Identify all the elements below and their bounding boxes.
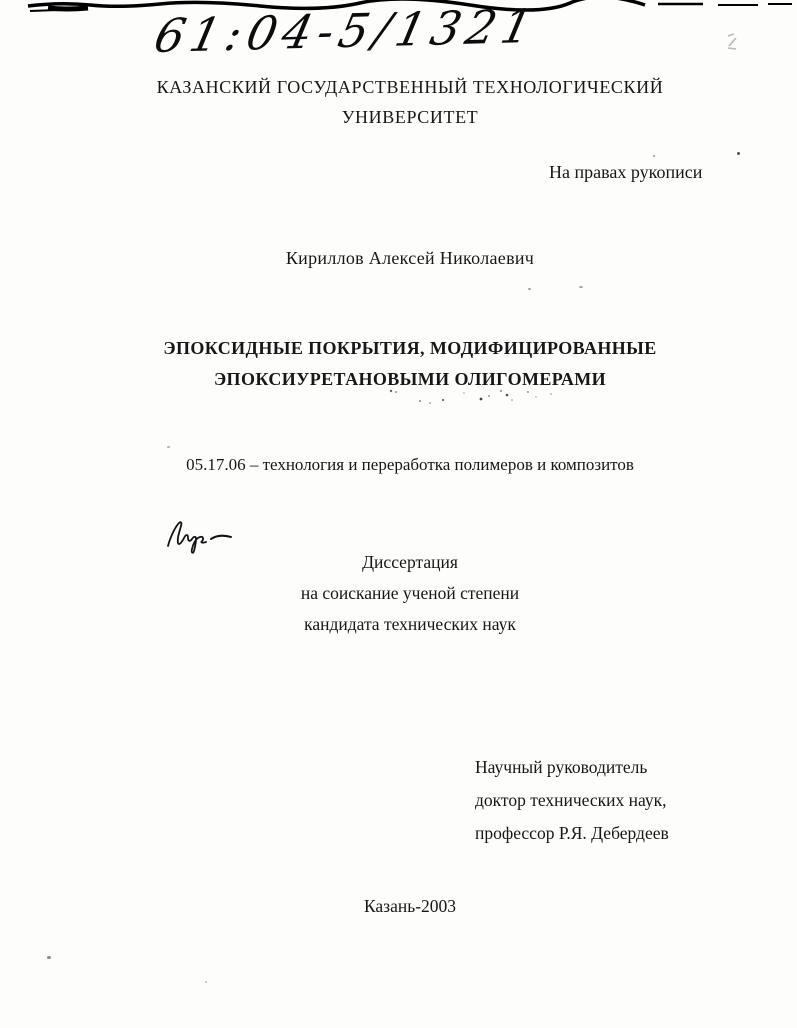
scan-smudge-mark (720, 28, 756, 60)
supervisor-line3: профессор Р.Я. Дебердеев (475, 823, 669, 843)
specialty-code-line: 05.17.06 – технология и переработка полимеров и композитов (186, 455, 634, 474)
scan-noise-dot (579, 286, 583, 288)
scan-noise-dot (737, 152, 740, 155)
thesis-type-line3: кандидата технических наук (304, 614, 516, 634)
university-name-line1: КАЗАНСКИЙ ГОСУДАРСТВЕННЫЙ ТЕХНОЛОГИЧЕСКИЙ (156, 77, 664, 97)
dissertation-title-line2: ЭПОКСИУРЕТАНОВЫМИ ОЛИГОМЕРАМИ (213, 369, 607, 389)
university-name-line2: УНИВЕРСИТЕТ (341, 107, 479, 127)
scan-noise-dot (528, 288, 531, 290)
inventory-number-text: 61:04-5/1321 (149, 0, 543, 64)
scan-noise-dot (167, 446, 170, 448)
dissertation-title-line1: ЭПОКСИДНЫЕ ПОКРЫТИЯ, МОДИФИЦИРОВАННЫЕ (163, 338, 657, 358)
scan-speckle-noise (385, 386, 570, 410)
thesis-type-block (150, 547, 670, 640)
thesis-type-line2: на соискание ученой степени (300, 583, 520, 603)
supervisor-line1: Научный руководитель (475, 757, 648, 777)
supervisor-block (475, 751, 669, 850)
thesis-type-line1: Диссертация (362, 552, 458, 572)
scan-noise-dot (205, 981, 207, 983)
author-name: Кириллов Алексей Николаевич (285, 248, 535, 268)
scan-noise-dot (653, 155, 655, 157)
university-name (150, 72, 670, 132)
manuscript-rights-note: На правах рукописи (549, 162, 703, 182)
supervisor-line2: доктор технических наук, (475, 790, 667, 810)
city-year-line: Казань-2003 (363, 896, 457, 916)
inventory-number-handwriting (128, 0, 548, 70)
scan-noise-dot (47, 956, 51, 959)
